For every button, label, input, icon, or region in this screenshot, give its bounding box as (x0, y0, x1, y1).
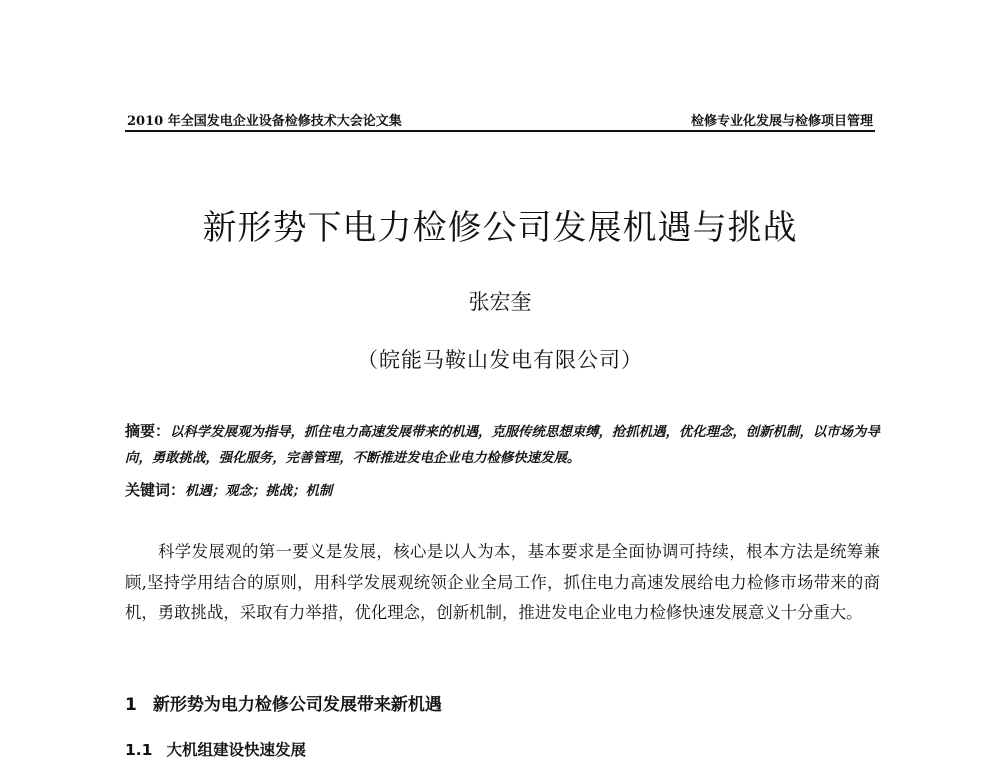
section-number: 1 (125, 695, 137, 715)
section-heading-1 (125, 690, 880, 715)
abstract (125, 418, 880, 471)
subsection-heading-1-1 (125, 738, 880, 760)
header-section-title: 检修专业化发展与检修项目管理 (690, 114, 873, 129)
section-title: 新形势为电力检修公司发展带来新机遇 (152, 695, 442, 715)
paper-affiliation: （皖能马鞍山发电有限公司） (357, 348, 643, 372)
keywords-text: 机遇；观念；挑战；机制 (185, 483, 333, 499)
intro-paragraph: 科学发展观的第一要义是发展，核心是以人为本，基本要求是全面协调可持续，根本方法是统筹兼顾,坚持学用结合的原则，用科学发展观统领企业全局工作，抓住电力高速发展给电力检修市场带来的商机，勇敢挑战，采取有力举措，优化理念，创新机制，推进发电企业电力检修快速发展意义十分重大。 (125, 542, 880, 622)
header-proceedings-title: 2010 年全国发电企业设备检修技术大会论文集 (127, 114, 402, 129)
keywords-label: 关键词： (125, 481, 186, 499)
running-header (125, 108, 875, 132)
abstract-text: 以科学发展观为指导，抓住电力高速发展带来的机遇，克服传统思想束缚，抢抓机遇，优化理念，创新机制，以市场为导向，勇敢挑战，强化服务，完善管理，不断推进发电企业电力检修快速发展。 (125, 424, 880, 466)
paper-author: 张宏奎 (468, 290, 532, 314)
abstract-label: 摘要： (125, 422, 171, 440)
keywords (125, 478, 880, 503)
subsection-title: 大机组建设快速发展 (166, 741, 306, 759)
paper-title: 新形势下电力检修公司发展机遇与挑战 (202, 208, 798, 248)
subsection-number: 1.1 (125, 741, 153, 759)
